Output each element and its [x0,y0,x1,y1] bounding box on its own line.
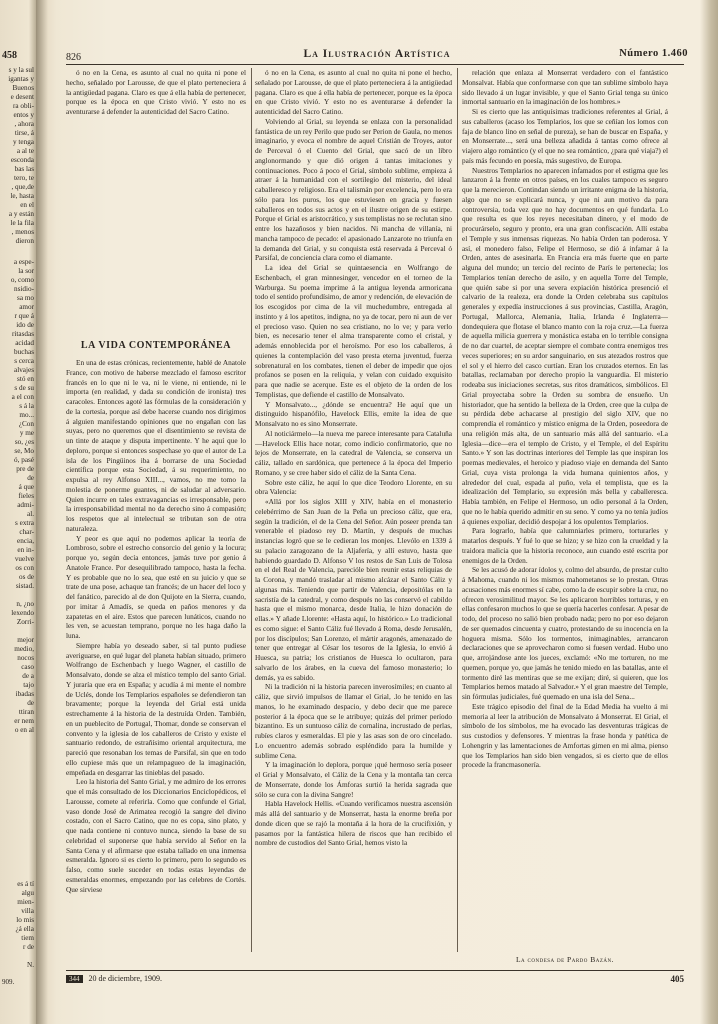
column-1-paragraph: Leo la historia del Santo Grial, y me admiro de los errores que el más consultado de los Diccionarios Enciclopédicos, el Larousse, comete al referirla. Como que confunde el Grial, vaso donde José de Arimatea recogió la sangre del divino costado, con el Sacro Catino, que no es copa, sino plato, y que nada contiene ni contuvo nunca, siendo la base de su celebridad el suponerse que había servido al Señor en la Santa Cena y el afirmarse que estaba tallado en una inmensa esmeralda. Ignoro si es cierto lo primero, pero lo segundo es falso, como suele suceder en todas estas leyendas de esmeraldas enormes, empezando por las celebres de Cortés. Que sirviese [66,777,246,894]
column-2-paragraph: Ni la tradición ni la historia parecen inverosímiles; en cuanto al cáliz, que sirvió impulsos de llamar el Grial, .lo he tenido en las manos, lo he examinado despacio, y debo decir que me parece posterior á la época que se le atribuye; quizás del primer período bizantino. Es un suntuoso cáliz de cornalina, incrustado de perlas, rubíes claros y esmeraldas. El pie y las asas son de oro cincelado. Lo encuentro además sobrado espléndido para la humilde y sublime Cena. [255,682,452,760]
left-page-line: a espe- [13,258,34,266]
left-page-line: sa mo [17,294,34,302]
left-page-line: s cerca [14,357,34,365]
column-divider-2 [457,68,458,952]
left-page-line: lexendo [11,609,34,617]
left-page-line: ttiran [18,708,34,716]
column-1-top-text [66,68,246,340]
left-page-line: o, como [10,276,34,284]
running-header [66,44,688,64]
column-1-paragraph: En una de estas crónicas, recientemente, hablé de Anatole France, con motivo de haberse mezclado el famoso escritor francés en lo que ni le va, ni le viene, ni entiende, ni le importa (en realidad, y dada su condición de ironista) tres caracoles. Entonces agoté las fórmulas de la consideración y de la cortesía, porque así debe hacerse cuando nos dirigimos á alguien manifestando opiniones que no engañan con las suyas, pero no queremos que el disentimiento se revista de un tinte de ataque y disputa impertinente. Y he aquí que lo deploro, porque si entonces sospechase yo que el autor de La isla de los Pingüinos iba á borrarse de una Sociedad científica porque esta Sociedad, á su requerimiento, no expulsa al rey Alfonso XIII..., vamos, no me tomo la molestia de ponerme guantes, ni de saludar al adversario. Quien incurre en tales extravagancias es irresponsable, pero la irresponsabilidad mental no da derecho sino á compasión; los respetos que al intelectual se tributan son de otra naturaleza. [66,358,246,533]
left-page-line: algu [21,889,34,897]
left-page-line: esconda [10,156,34,164]
left-page-line: mien- [17,898,34,906]
left-page-line: r que á [14,312,34,320]
left-page-line: os con [15,564,34,572]
left-page-line: vuelve [14,555,34,563]
left-page-margin [0,0,36,1024]
left-page-line: dieron [15,237,34,245]
left-page-line: s y la sul [8,66,34,74]
column-2-paragraph: La idea del Grial se quintaesencia en Wolfrango de Eschenbach, el gran minnesinger, vencedor en el torneo de la Warburga. Su poema imprime á la antigua leyenda armoricana todo el sentido profundísimo, de amor y redención, de elevación de los escogidos por cima de la vil muchedumbre, entregada al instinto y á los apetitos, indigna, no ya de tocar, pero ni aun de ver el precioso vaso. Quien no sea cristiano, no lo ve; y para verlo bien, es necesario tener el alma transparente como el cristal, y además ennoblecida por el heroísmo. Por eso los caballeros, á quienes la contemplación del vaso presta eterna juventud, fuerza sobrenatural en los combates, tienen el deber de impedir que ojos profanos se posen en la reliquia, y velan con cuidado exquisito para que nadie se acerque. Este es el objeto de la orden de los Templistas, que defiende el castillo de Monsalvato. [255,263,452,399]
column-2-paragraph: Al noticiármelo—la nueva me parece interesante para Cataluña—Havelock Ellis hace notar, como indicio confirmatorio, que no lejos de Monserrate, en la catedral de Valencia, se conserva un cáliz, tallado en sardónica, que pertenece á la época del Imperio Romano, y se cree haber sido el cáliz de la Santa Cena. [255,428,452,477]
left-page-line: r de [23,943,34,951]
left-page-line: villa [21,907,34,915]
left-page-line: en el [20,201,34,209]
column-3-paragraph: Si es cierto que las antiquísimas tradiciones referentes al Grial, á sus caballeros (acaso los Templarios, los que se ceñían los lomos con faja de blanco lino en señal de pureza), se han de buscar en España, y en Monserrate..., será una belleza añadida á tantas como ofrece al viajero algo romántico (y el que no sea romántico, ¿para qué viaja?) el país más fecundo en poesía, más sugestivo, de Europa. [462,107,668,165]
left-page-line: y tenga [13,138,34,146]
left-page-line: Buenos [12,84,34,92]
left-page-line: tero, te [14,174,34,182]
column-3-text [462,68,668,952]
left-page-line: caso [21,663,34,671]
left-page-line: , ahora [14,120,34,128]
column-3-paragraph: Nuestros Templarios no aparecen infamados por el estigma que les lanzaron á la frente en otros países, en los cuales tampoco es seguro que la merecieron. Contindan siendo un irritante enigma de la historia, algo que no se explicará nunca, y que ni aun motivo da para controversia, toda vez que no hay documentos en qué fundarla. Lo que resulta es que los reyes necesitaban dinero, y el modo de procurárselo, seguro y pronto, era una gran confiscación. Allí estaba el Temple y sus inmensas riquezas. No había Orden tan poderosa. Y así, el monedero falso, Felipe el Hermoso, se dió á infamar á la Orden, antes de asesinarla. En Francia era más fuerte que en parte alguna del mundo; un tercio del recinto de París le pertenecía; los Templarios tenían derecho de asilo, y en aquella Torre del Temple, que quién sabe si por una severa expiación histórica presenció el calvario de la realeza, era donde la Orden celebraba sus capítulos generales y expedía instrucciones á sus provincias, Castilla, Aragón, Portugal, Mallorca, Alemania, Italia, Irlanda é Inglaterra—dondequiera que flotase el blanco manto con la roja cruz.—La fuerza de aquella milicia guerrera y monástica estaba en lo terrible consigna de no dar cuartel, de aceptar siempre el combate contra enemigos tres veces superiores; en su ardor sanguinario, en sus atezados rostros que el sol y el hierro del casco curtían. Eran los cruzados eternos. En las batallas, reclamaban por derecho propio la vanguardia. El misterio rodeaba sus iniciaciones secretas, sus ritos dramáticos, simbólicos. El Grial proyectaba sobre la Orden su sombra de ensueño. Un historiador, que ha sentido la belleza de la Orden, cree que la culpa de su pérdida debe achacarse al prestigio del siglo XIV, que no comprendía el romántico y místico enigma de la Orden, poseedora de una religión más alta, de un santuario más allá del santuario. «La Iglesia—dice—era el templo de Cristo, y el Temple, el del Espíritu Santo.» Y son las doctrinas interiores del Temple las que inspiran los poemas medievales, el heroico y piadoso viaje en demanda del Santo Grial, cuya vista prolonga la vida humana quinientos años, y alrededor del cual, espada al puño, vela el templista, que es la idealización del Templario, su expresión más bella y caballeresca. Había también, en Felipe el Hermoso, un odio personal á la Orden, que no le había querido admitir en su seno. Y como ya no tenía judíos á quienes expoliar, decidió despojar á los opulentos Templarios. [462,165,668,526]
column-2-paragraph: Y Monsalvato..., ¿dónde se encuentra? He aquí que un distinguido hispanófilo, Havelock Ellis, emite la idea de que Monsalvato no es sino Monserrate. [255,399,452,428]
left-page-line: n, ¿no [16,600,34,608]
left-page-line: , menos [11,228,34,236]
left-page-line: nsidio- [14,285,34,293]
left-page-line: e desent [10,93,34,101]
issue-number: Número 1.460 [619,48,688,59]
left-page-line: mo... [19,411,34,419]
column-2-text [255,68,452,952]
page-footer [66,974,684,988]
left-page-line: en in- [17,546,34,554]
column-2-paragraph: «Allá por los siglos XIII y XIV, había en el monasterio celebérrimo de San Juan de la Peña un precioso cáliz, que era, según la tradición, el de la Cena del Señor. Aún poseer prenda tan venerable el piadoso rey D. Martín, y después de muchas instancias logró que se le cedieran los monjes. Llevólo en 1339 á su palacio zaragozano de la Aljafería, y allí estuvo, hasta que habiendo guardado D. Alfonso V los restos de San Luis de Tolosa en el del Real de Valencia, parecióle bien reunir estas reliquias de la Corona, y mandó trasladar al mismo alcázar el Santo Cáliz y algunas más. Teniendo que partir de Valencia, depositólas en la sacristía de la catedral, y como después no las conservó el cabildo hasta que el mismo monarca, desde Italia, le hizo donación de ellas.» Y añade Llorente: «Hasta aquí, lo histórico.» Lo tradicional es como sigue: el Santo Cáliz fué llevado á Roma, desde Jerusalén, por los discípulos; San Lorenzo, el mártir aragonés, amenazado de tener que entregar al César los tesoros de la Iglesia, lo envió á Huesca, su patria; los cristianos de Huesca lo ocultaron, para salvarlo de los árabes, en la cueva del famoso monasterio; lo demás, ya es sabido. [255,497,452,682]
left-page-line: ó, pasé [14,456,34,464]
column-2-paragraph: Habla Havelock Hellis. «Cuando verificamos nuestra ascensión más allá del santuario y de Monserrat, hasta la enorme breña por donde dicen que se rajó la montaña á la hora de la crucifixión, y pasamos por la fantástica hilera de riscos que han recibido el nombre de custodios del Santo Grial, hemos visto la [255,799,452,848]
left-page-line: y me [19,429,34,437]
left-page-line: es á tí [17,880,34,888]
left-page-line: de [27,699,34,707]
column-divider-1 [251,68,252,952]
left-page-footer: 909. [2,978,15,986]
left-page-line: char- [19,528,34,536]
left-page-line: stó en [17,375,34,383]
column-1-paragraph: Siempre había yo deseado saber, si tal punto pudiese averiguarse, en qué lugar del planeta habían situado, primero Wolfrango de Eschenbach y luego Wagner, el castillo de Monsalvato, donde se alza el místico templo del santo Grial. Y juraría que era en España; y acudía á mi mente el nombre de Uclés, donde los Templarios españoles se defendieron tan bravamente; porque la leyenda del Grial está unida estrechamente á la historia de la destruída Orden. También, en un pueblecito de Portugal, Thomar, donde se conservan el convento y la iglesia de los caballeros de Cristo y existe el santuario redondo, de estrañísimo oriental arquitectura, me pareció que resonaban los temas de Parsifal, sin que en todo ello cupiese más que un relampagueo de la imaginación, empeñada en desgarrar las tinieblas del pasado. [66,640,246,777]
magazine-title: La Ilustración Artística [303,48,451,60]
page-number-header: 826 [66,52,81,63]
left-page-line: la sor [18,267,34,275]
left-page-line: de [27,474,34,482]
left-page-line: tirse, á [14,129,34,137]
left-page-number: 458 [2,50,17,61]
footer-date: 20 de diciembre, 1909. [88,974,163,983]
left-page-line: os de [19,573,34,581]
left-page-line: pre de [16,465,34,473]
left-page-line: fieles [18,492,34,500]
left-page-line: o en al [14,726,34,734]
left-page-line: a y están [8,210,34,218]
left-page-line: N. [27,961,34,969]
left-page-line: amor [19,303,34,311]
left-page-line: , que,de [11,183,34,191]
column-3-paragraph: relación que enlaza al Monserrat verdadero con el fantástico Monsalvat. Había que conformarse con que tan sublime símbolo haya sido llevado á un lugar invisible, y que el Santo Grial tenga su único inmortal santuario en la imaginación de los hombres.» [462,68,668,107]
left-page-line: er nem [14,717,34,725]
column-3-paragraph: Para lograrlo, había que calumniarles primero, torturarles y matarlos después. Y fué lo que se hizo; y se hizo con la crueldad y la traidora malicia que la historia reconoce, aun cuando esté escrita por enemigos de la Orden. [462,526,668,565]
column-1-top-paragraph: ó no en la Cena, es asunto al cual no quita ni pone el hecho, señalado por Larousse, de que el plato perteneciera á la antigüedad pagana. Claro es que á ella había de pertenecer, porque es la época en que Cristo vivió. Y esto no es aventurarse á defender la autenticidad del Sacro Catino. [66,68,246,116]
left-page-line: s de su [14,384,34,392]
left-page-line: so, ¿es [14,438,34,446]
left-page-line: ritasdas [12,330,34,338]
footer-badge: 344 [66,975,83,983]
left-page-line: al. [27,510,34,518]
left-page-line: encia, [17,537,34,545]
left-page-line: s extra [15,519,34,527]
left-page-line: medio, [14,645,34,653]
left-page-line: ¿á ella [15,925,34,933]
page-number-footer: 405 [670,974,684,984]
left-page-line: lo mis [16,916,34,924]
header-rule [66,64,684,65]
left-page-line: mejor [17,636,34,644]
left-page-line: nocos [17,654,34,662]
left-page-line: a al te [16,147,34,155]
left-page-line: buchas [14,348,34,356]
left-page-line: le, hasta [10,192,34,200]
left-page-line: á que [18,483,34,491]
left-page-line: alvajes [14,366,34,374]
left-page-line: ido de [16,321,34,329]
left-page-line: le la fila [10,219,34,227]
left-page-line: s á la [19,402,34,410]
left-page-line: ra obli- [13,102,34,110]
section-title: LA VIDA CONTEMPORÁNEA [80,340,232,351]
column-2-paragraph: Sobre este cáliz, he aquí lo que dice Teodoro Llorente, en su obra Valencia: [255,477,452,497]
left-page-line: de a [22,672,34,680]
left-page-line: entos y [13,111,34,119]
page-edge-shadow [700,0,718,1024]
column-3-paragraph: Este trágico episodio del final de la Edad Media ha vuelto á mi memoria al leer la atribución de Monsalvato á Monserrat. El Grial, el símbolo de los símbolos, me ha evocado las desventuras trágicas de sus custodios y defensores. Y mientras la frase honda y patética de Lohengrin y las lamentaciones de Amfortas gimen en mi alma, pienso que los Templarios han sido bien vengados, si es cierto que de ellos procede la francmasonería. [462,701,668,770]
left-page-line: ¿Con [18,420,34,428]
left-page-line: admi- [17,501,34,509]
book-gutter [36,0,58,1024]
left-page-line: igantas y [8,75,34,83]
left-page-line: acidad [15,339,34,347]
column-1-article-text [66,358,246,954]
column-3-paragraph: Se les acusó de adorar ídolos y, colmo del absurdo, de prestar culto á Mahoma, cuando ni los mismos mahometanos se lo prestan. Otras acusaciones más enormes sí cabe, como la de escupir sobre la cruz, no ofrecen verosimilitud mayor. Se les aplicaron horribles torturas, y en ellas confesaron muchos lo que se quería hacerles confesar. A pesar de todo, del proceso no salió bien probado nada; pero no por eso dejaron de ser quemados cincuenta y cuatro, protestando de su inocencia en la hoguera misma. Sólo los tormentos, inimaginables, arrancaron declaraciones que se aprovecharon como si fuesen verdad. Hubo uno que, arrojándose ante los jueces, exclamó: «No me torturen, no me quemen, porque yo, que jamás he tenido miedo en las batallas, ante el tormento diré las mentiras que se me exijan; diré, si quieren, que los Templarios hemos matado al Salvador.» Y el gran maestre del Temple, sin fórmulas judiciales, fué quemado en una isla del Sena... [462,565,668,701]
left-page-line: ibadas [15,690,34,698]
left-page-line: tiem [21,934,34,942]
column-1-paragraph: Y peor es que aquí no podemos aplicar la teoría de Lombroso, sobre el estrecho consorcio del genio y la locura; porque yo, según decía entonces, jamás tuve por genio á Anatole France. Por desequilibrado tampoco, hasta la fecha. Y es probable que no lo sea, que esté en su juicio y que se trate de una pose, achaque tan francés; de un hacer del loco y del fanático, parecido al de don Quijote en la Sierra, cuando, por imitar á Amadís, se queda en paños menores y da zapatetas en el aire. Estos que parecen lunáticos, cuando no les ven, se acuestan temprano, porque no les haga daño la luna. [66,533,246,640]
author-signature: La condesa de Pardo Bazán. [515,955,615,964]
column-2-paragraph: Y la imaginación lo deplora, porque ¡qué hermoso sería poseer el Grial y Monsalvato, el Cáliz de la Cena y la montaña tan cerca de Monserrate, donde los Ámforas surtió la herida sagrada que sólo se cura con la divina Sangre! [255,760,452,799]
column-2-paragraph: Volviendo al Grial, su leyenda se enlaza con la personalidad fantástica de un rey Perilo que pudo ser Perion de Gaula, no menos imaginario, y evoca el nombre de aquel Cristián de Troyes, autor de Perceval ó el Cuento del Grial, que sacó de un libro anglonormando y que dió origen á tantas imitaciones y continuaciones. Poco á poco el Grial, símbolo sublime, empieza á atraer á la humanidad con el sortilegio del misterio, del ideal caballeresco y religioso. Era el talismán por excelencia, pero lo era sólo para los puros, los que estuviesen en gracia y fuesen caballeros en todos sus actos y en el ilustre origen de su estirpe. Porque el Grial es aristocrático, y sus templistas no se reclutan sino entre los hazañosos y bien nacidos. Ni mancha de villanía, ni mancha tampoco de pecado: el apasionado Lanzarote no triunfa en la demanda del Grial, y su conquista está reservada á Perceval ó Parsifal, de conciencia clara como el diamante. [255,116,452,263]
left-page-line: se, Mo [14,447,34,455]
left-page-line: a el con [11,393,34,401]
left-page-line: bas las [14,165,34,173]
footer-rule [66,970,684,971]
left-page-line: sistad. [15,582,34,590]
left-page-line: tajo [23,681,34,689]
left-page-line: Zorri- [16,618,34,626]
column-2-paragraph: ó no en la Cena, es asunto al cual no quita ni pone el hecho, señalado por Larousse, de que el plato perteneciera á la antigüedad pagana. Claro es que á ella había de pertenecer, porque es la época en que Cristo vivió. Y esto no es aventurarse á defender la autenticidad del Sacro Catino. [255,68,452,116]
